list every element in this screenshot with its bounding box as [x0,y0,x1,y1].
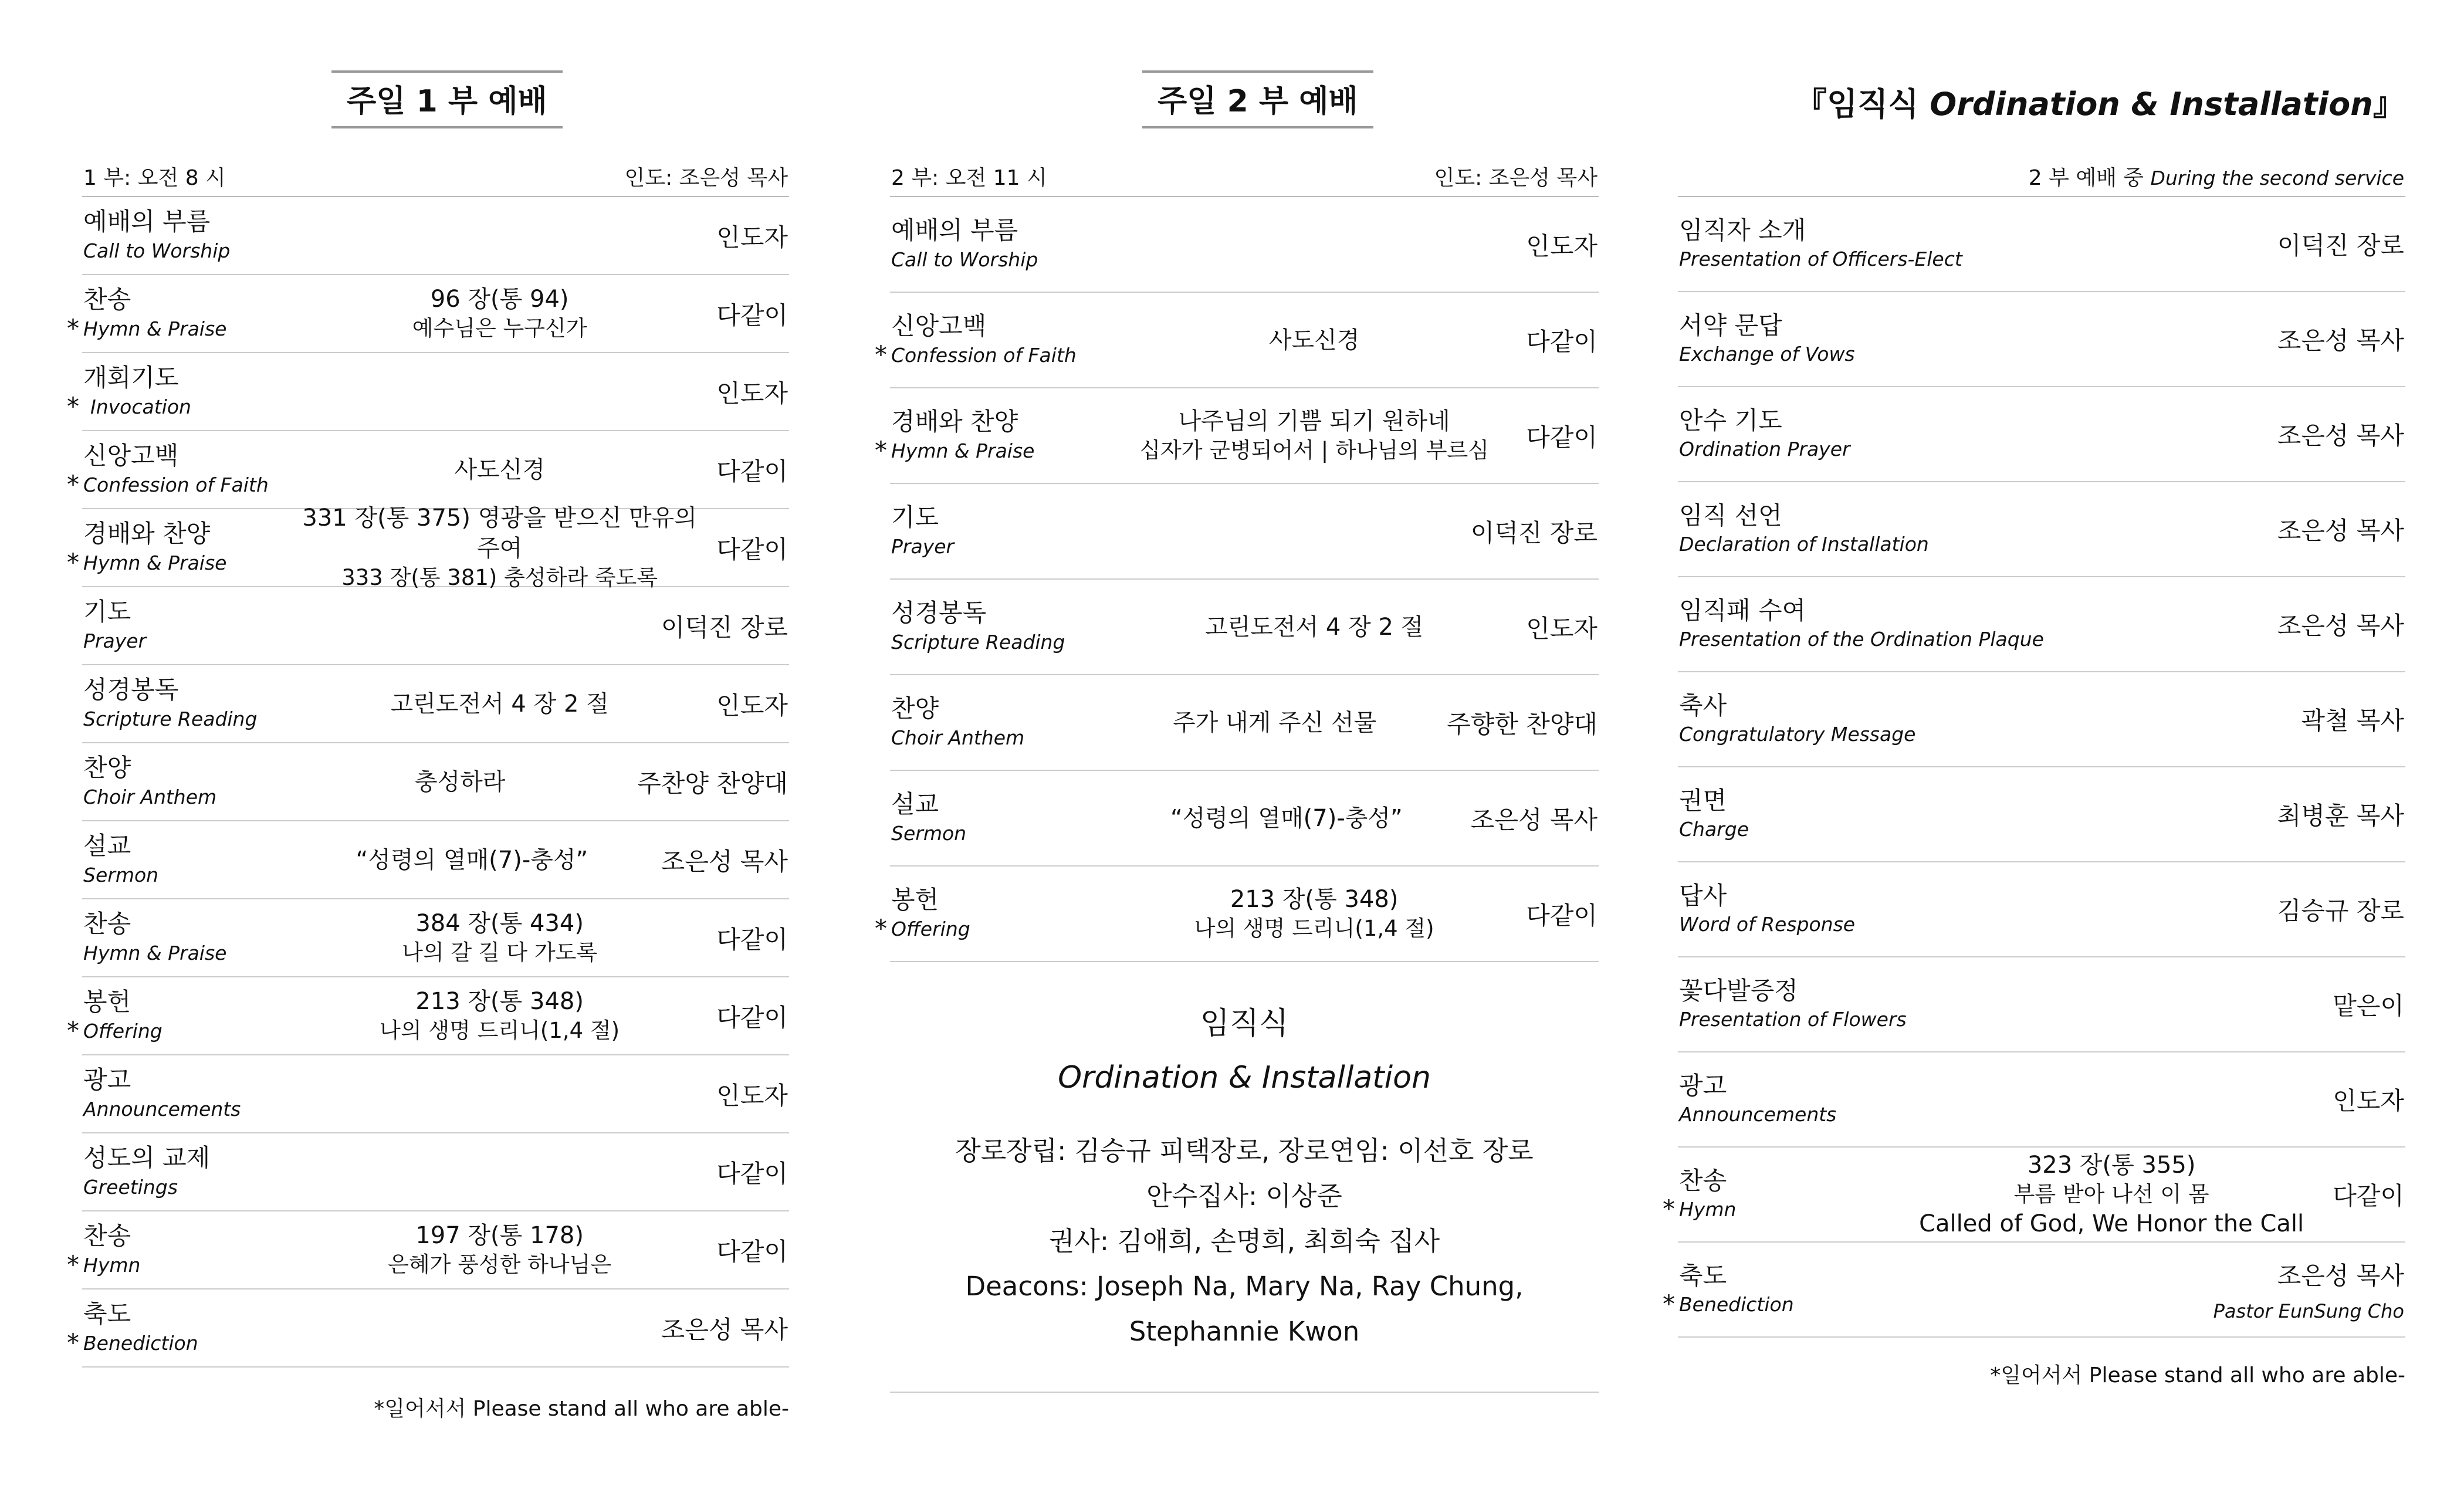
order-item-name [1679,500,1929,559]
order-item-title-en: Sermon [83,863,159,886]
order-item [1678,387,2405,482]
order-item-name [83,363,295,421]
order-item-name [83,987,295,1045]
order-item-detail-line: 333 장(통 381) 충성하라 죽도록 [341,565,658,591]
service1-subhead [82,161,789,197]
order-item-name [83,441,295,499]
order-item-leader: 곽철 목사 [2301,706,2404,735]
ordination-kwonsa-line: 권사: 김애희, 손명희, 최희숙 집사 [1048,1226,1440,1257]
order-item [1663,1148,2405,1243]
order-item-title-en: Announcements [83,1097,241,1121]
ordination-deacons-en-line: Deacons: Joseph Na, Mary Na, Ray Chung, Stephannie Kwon [965,1271,1524,1347]
order-item-leader: 다같이 [716,1003,788,1032]
order-item-title-en: Hymn & Praise [83,941,227,964]
order-item [890,484,1599,580]
order-item-detail-line: 나의 생명 드리니(1,4 절) [1194,916,1434,942]
order-item-leader: 인도자 [2333,1087,2404,1115]
order-item-detail [1102,708,1447,738]
order-item-detail-line: 나주님의 기쁨 되기 원하네 [1178,408,1450,435]
order-item-name [1679,595,2044,654]
order-item-leader: 다같이 [716,925,788,954]
order-item-name [891,502,1102,560]
order-item-title-ko: 임직 선언 [1679,500,1782,530]
ordination-order-list [1663,197,2405,1338]
order-item-title-en: Exchange of Vows [1679,343,1855,366]
order-item-detail [295,455,705,485]
order-item-detail-line: “성령의 열매(7)-충성” [1170,804,1403,832]
order-item [875,388,1599,484]
order-item-leader: 조은성 목사 [2277,611,2404,640]
service2-column [875,0,1599,1393]
order-item-detail-line: 323 장(통 355) [2027,1151,2196,1179]
order-item-title-ko: 기도 [83,597,131,627]
order-item-title-ko: 개회기도 [83,363,179,392]
order-item-name [891,885,1102,943]
order-item-title-en: Sermon [891,821,967,845]
order-item-leader: 다같이 [716,300,788,330]
order-item-title-en: Presentation of Officers-Elect [1679,248,1962,271]
order-item-title-ko: 찬송 [83,285,131,314]
order-item-detail [1102,406,1526,465]
order-item-title-en: Charge [1679,818,1749,841]
order-item-name [83,753,295,811]
order-item-title-ko: 성도의 교제 [83,1143,211,1173]
order-item-title-ko: 찬송 [83,1221,131,1251]
stand-marker: * [67,1250,79,1279]
order-item [1678,957,2405,1052]
order-item-name [83,1221,295,1279]
stand-marker: * [67,547,79,577]
order-item-title-en: Scripture Reading [83,707,258,730]
order-item-title-en: Declaration of Installation [1679,533,1929,556]
stand-marker: * [67,313,79,343]
order-item-leader: 다같이 [716,1237,788,1266]
order-item-detail [295,986,705,1045]
order-item-name [83,207,295,265]
order-item-leader: 조은성 목사 [1470,805,1597,834]
order-item-title-ko: 축도 [83,1299,131,1329]
order-item-name [891,598,1102,656]
order-item-detail-line: 사도신경 [454,456,545,483]
ordination-summary [890,999,1599,1393]
order-item-leader: 조은성 목사 [661,1315,788,1344]
order-item-leader: 인도자 [1526,614,1597,643]
order-item-leader: 최병훈 목사 [2277,801,2404,830]
order-item-title-ko: 봉헌 [83,987,131,1017]
order-item-name [891,215,1102,273]
ordination-title: 『임직식 Ordination & Installation』 [1795,86,2405,123]
divider [890,1392,1599,1393]
order-item-leader: 조은성 목사 Pastor EunSung Cho [2213,1261,2404,1322]
service1-footnote: *일어서서 Please stand all who are able- [374,1397,789,1421]
order-item [1678,292,2405,387]
order-item-name [83,1065,295,1123]
order-item-detail-line: 96 장(통 94) [430,286,569,313]
order-item-leader: 다같이 [716,1159,788,1188]
order-item-detail [1102,612,1526,642]
order-item-title-ko: 신앙고백 [891,312,987,341]
order-item-detail-line: Called of God, We Honor the Call [1919,1210,2304,1238]
order-item-leader: 이덕진 장로 [2277,231,2404,260]
order-item-title-ko: 성경봉독 [891,598,987,628]
order-item-leader: 주향한 찬양대 [1447,709,1597,739]
order-item [82,197,789,275]
order-item-title-ko: 임직패 수여 [1679,595,1806,625]
ordination-elders-line: 장로장립: 김승규 피택장로, 장로연임: 이선호 장로 [955,1135,1534,1166]
order-item [67,977,789,1055]
stand-marker: * [1663,1289,1675,1318]
order-item-leader: 인도자 [716,1081,788,1110]
order-item [82,821,789,899]
order-item-title-en: Hymn & Praise [891,439,1035,462]
order-item-name [1679,881,1890,939]
order-item [82,899,789,977]
order-item-title-ko: 예배의 부름 [83,207,211,236]
order-item-detail [295,908,705,967]
order-item-title-ko: 서약 문답 [1679,310,1782,340]
stand-marker: * [67,391,79,421]
order-item [82,1133,789,1211]
order-item-name [83,1143,295,1201]
order-item-detail-line: 사도신경 [1268,326,1360,354]
order-item-title-ko: 기도 [891,503,939,532]
order-item-title-en: Benediction [1679,1293,1794,1316]
order-item-detail-line: 나의 생명 드리니(1,4 절) [380,1018,620,1044]
order-item-name [1679,691,1916,749]
ordination-deacon-line: 안수집사: 이상준 [1146,1180,1342,1211]
order-item-name [1679,1261,1890,1319]
order-item-title-en: Ordination Prayer [1679,438,1850,461]
order-item-detail-line: 213 장(통 348) [415,988,584,1016]
service1-title: 주일 1 부 예배 [331,70,563,128]
order-item-detail [295,767,625,797]
order-item-detail-line: 십자가 군병되어서 | 하나님의 부르심 [1139,438,1489,463]
order-item [1678,577,2405,672]
order-item-detail [295,845,649,875]
order-item [67,275,789,353]
order-item-leader: 인도자 [1526,231,1597,260]
order-item-title-ko: 꽃다발증정 [1679,976,1798,1005]
order-item [1678,672,2405,767]
order-item [82,665,789,743]
order-item-title-en: Offering [83,1019,163,1043]
order-item-detail-line: 주가 내게 주신 선물 [1172,709,1377,736]
order-item-detail-line: 예수님은 누구신가 [412,316,587,341]
order-item-leader: 인도자 [716,378,788,408]
order-item [67,1289,789,1368]
order-item-title-en: Choir Anthem [83,785,217,808]
service2-leader: 인도: 조은성 목사 [1434,166,1597,190]
order-item-leader: 다같이 [2333,1182,2404,1210]
order-item [67,353,789,431]
order-item-title-en: Scripture Reading [891,630,1065,654]
order-item-title-en: Choir Anthem [891,726,1025,749]
order-item-name [83,675,295,733]
order-item-detail-line: 213 장(통 348) [1230,886,1399,913]
order-item-title-en: Hymn [83,1253,141,1277]
order-item-name [891,693,1102,752]
order-item-detail [1890,1150,2333,1239]
order-item [67,505,789,591]
order-item-title-ko: 설교 [83,831,131,861]
service2-title: 주일 2 부 예배 [1142,70,1373,128]
service1-time: 1 부: 오전 8 시 [83,166,226,190]
order-item-name [1679,976,1907,1034]
order-item-title-ko: 축사 [1679,691,1727,720]
order-item-title-en: Prayer [83,629,147,652]
order-item-title-ko: 찬송 [1679,1166,1727,1195]
order-item-detail [295,503,705,592]
order-item [1678,767,2405,862]
order-item [1678,482,2405,577]
ordination-subhead [1678,161,2405,197]
order-item-name [83,597,295,655]
order-item-detail-line: 고린도전서 4 장 2 절 [1205,613,1424,641]
order-item-leader: 주찬양 찬양대 [637,769,788,798]
order-item-detail [1102,884,1526,943]
ordination-column [1663,0,2405,1389]
service2-subhead [890,161,1599,197]
order-item-detail [1102,803,1471,834]
order-item-name [83,1299,295,1357]
order-item-detail-line: 331 장(통 375) 영광을 받으신 만유의 주여 [302,505,697,563]
order-item-title-ko: 찬송 [83,909,131,939]
order-item-detail-line: 197 장(통 178) [415,1222,584,1250]
order-item-title-en: Prayer [891,534,955,558]
stand-marker: * [67,1328,79,1357]
order-item-title-en: Call to Worship [83,239,231,262]
ordination-note: 2 부 예배 중 During the second service [2028,166,2404,190]
order-item [67,431,789,509]
order-item-detail [295,1220,705,1279]
ordination-summary-title-ko: 임직식 [1200,1006,1289,1041]
order-item [875,867,1599,962]
order-item-title-en: Hymn & Praise [83,551,227,574]
order-item-leader: 다같이 [1526,327,1597,356]
order-item-title-en: Hymn & Praise [83,317,227,340]
stand-marker: * [67,469,79,499]
order-item-name [891,407,1102,465]
order-item-leader: 조은성 목사 [2277,516,2404,545]
order-item-leader: 이덕진 장로 [1470,518,1597,547]
order-item-title-ko: 경배와 찬양 [891,407,1018,436]
order-item [890,580,1599,675]
order-item-name [1679,1166,1890,1224]
order-item-leader: 인도자 [716,691,788,720]
order-item-title-ko: 임직자 소개 [1679,215,1806,245]
order-item-title-en: Invocation [90,395,191,418]
order-item-title-ko: 성경봉독 [83,675,179,705]
order-item-title-en: Presentation of Flowers [1679,1008,1907,1031]
order-item [875,293,1599,388]
order-item-title-ko: 광고 [1679,1071,1727,1100]
order-item-name [1679,215,1962,273]
order-item [890,675,1599,771]
order-item-name [1679,786,1890,844]
order-item-title-ko: 안수 기도 [1679,405,1782,435]
order-item-title-ko: 설교 [891,790,939,819]
order-item-name [1679,405,1890,463]
order-item-name [891,311,1102,369]
order-item-detail [295,284,705,343]
order-item [82,587,789,665]
order-item-detail-line: 고린도전서 4 장 2 절 [390,690,609,717]
order-item-detail-line: 384 장(통 434) [415,910,584,937]
order-item-leader: 이덕진 장로 [661,612,788,642]
order-item-title-ko: 답사 [1679,881,1727,910]
order-item-leader: 인도자 [716,222,788,252]
order-item-detail-line: 충성하라 [414,768,506,796]
order-item-title-ko: 축도 [1679,1261,1727,1290]
order-item-title-en: Congratulatory Message [1679,723,1916,746]
order-item-leader: 다같이 [1526,422,1597,452]
stand-marker: * [875,435,887,465]
order-item-title-ko: 예배의 부름 [891,216,1018,245]
order-item-leader: 조은성 목사 [2277,326,2404,355]
order-item [82,743,789,821]
order-item-detail-line: 은혜가 풍성한 하나님은 [388,1252,612,1278]
order-item-leader: 조은성 목사 [661,847,788,876]
order-item-title-ko: 신앙고백 [83,441,179,471]
ordination-summary-title-en: Ordination & Installation [1058,1060,1431,1095]
order-item-name [83,519,295,577]
order-item-leader: 김승규 장로 [2277,896,2404,925]
order-item-name [1679,1071,1890,1129]
stand-marker: * [875,340,887,369]
ordination-summary-lines [890,1128,1599,1354]
order-item [890,197,1599,293]
order-item-name [83,909,295,967]
order-item [1678,862,2405,957]
order-item [890,771,1599,867]
service1-order-list [67,197,789,1368]
order-item [67,1211,789,1289]
order-item-leader: 조은성 목사 [2277,421,2404,450]
order-item-name [83,831,295,889]
order-item-title-ko: 광고 [83,1065,131,1095]
order-item-title-en: Confession of Faith [83,473,269,496]
order-item-title-ko: 찬양 [83,753,131,783]
order-item-leader-en: Pastor EunSung Cho [2213,1300,2404,1322]
order-item-title-ko: 권면 [1679,786,1727,815]
order-item-name [83,285,295,343]
order-item-title-en: Announcements [1679,1103,1837,1126]
order-item-detail-line: 부름 받아 나선 이 몸 [2013,1181,2209,1207]
order-item [1678,1052,2405,1148]
order-item-title-en: Confession of Faith [891,343,1077,367]
order-item-leader: 다같이 [1526,901,1597,930]
order-item-leader: 다같이 [716,534,788,564]
order-item [1663,1243,2405,1338]
order-item-detail [1102,325,1526,356]
stand-marker: * [1663,1194,1675,1223]
service1-column [67,0,789,1422]
order-item-detail-line: 나의 갈 길 다 가도록 [402,940,598,966]
order-item-title-en: Presentation of the Ordination Plaque [1679,628,2044,651]
order-item-title-ko: 봉헌 [891,885,939,915]
order-item-name [891,789,1102,847]
order-item-title-en: Greetings [83,1175,178,1199]
order-item-title-en: Offering [891,917,970,940]
service2-order-list [875,197,1599,962]
order-item-name [1679,310,1890,368]
order-item-title-en: Call to Worship [891,248,1038,271]
stand-marker: * [67,1016,79,1045]
order-item-leader: 맡은이 [2333,991,2404,1020]
order-item-detail [295,689,705,719]
stand-marker: * [875,913,887,943]
service1-leader: 인도: 조은성 목사 [624,166,788,190]
service2-time: 2 부: 오전 11 시 [891,166,1047,190]
order-item-title-en: Word of Response [1679,913,1856,936]
ordination-footnote: *일어서서 Please stand all who are able- [1990,1363,2405,1387]
order-item-detail-line: “성령의 열매(7)-충성” [356,846,588,874]
order-item-title-en: Benediction [83,1331,198,1355]
order-item-title-en: Hymn [1679,1198,1737,1221]
order-item-leader: 다같이 [716,456,788,486]
order-item-title-ko: 찬양 [891,694,939,723]
order-item [82,1055,789,1133]
order-item-title-ko: 경배와 찬양 [83,519,211,549]
order-item [1678,197,2405,292]
